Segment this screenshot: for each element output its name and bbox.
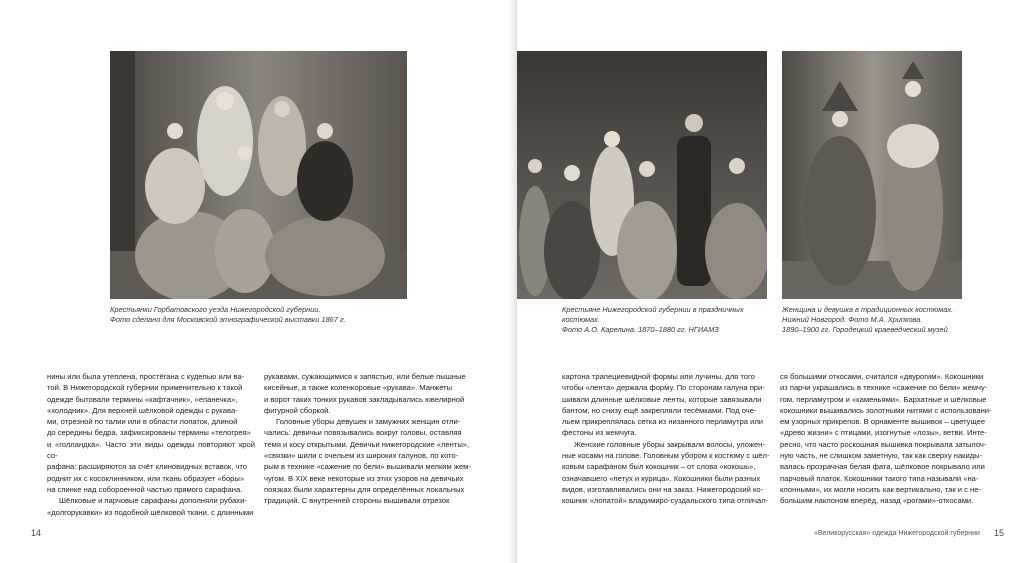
text-line: традиций. С внутренней стороны вышивали отрезок — [264, 496, 450, 506]
text-line: и ворот таких тонких рукавов закладывались ювелирной — [264, 394, 465, 404]
text-line: одежде бытовали термины «кафтачник», «епанечка», — [47, 394, 238, 404]
text-line: «связки» шили с очельем из широких галунов, по кото- — [264, 451, 459, 461]
text-line: ную часть, не слишком заметную, так как сверху накиды- — [780, 451, 983, 461]
text-line: означавшего «петух и курица». Кокошники были разных — [562, 473, 761, 483]
text-line: большим наклоном вперёд, назад «рогами»-откосами. — [780, 496, 974, 506]
caption-line: Крестьяне Нижегородской губернии в праздничных костюмах. — [562, 305, 744, 324]
text-line: фигурной сборкой. — [264, 405, 331, 415]
text-line: валась прозрачная белая фата, шёлковое покрывало или — [780, 462, 985, 472]
text-line: ми, отрезной по талии или в области лопаток, длиной — [47, 417, 238, 427]
text-line: роднит их с косоклинником, или ткань образует «боры» — [47, 473, 245, 483]
text-column-2 — [780, 371, 994, 507]
text-line: той. В Нижегородской губернии применительно к такой — [47, 383, 243, 393]
caption-line: Фото сделано для Московской этнографической выставки 1867 г. — [110, 315, 346, 324]
text-column-2 — [264, 371, 474, 507]
text-line: картона трапециевидной формы или лучины, для того — [562, 372, 755, 381]
text-line: ресно, что часто роскошная вышивка покрывала затылоч- — [780, 439, 987, 449]
text-line: парчовый платок. Кокошники такого типа называли «на- — [780, 473, 979, 483]
photo-graphic — [517, 51, 767, 299]
text-line: фестоны из жемчуга. — [562, 428, 637, 438]
text-line: «долгорукавки» из подобной шёлковой ткани, с длинными — [47, 507, 254, 517]
photo-caption — [782, 305, 992, 335]
text-line: гом, перламутром и «каменьями». Бархатные и шёлковые — [780, 394, 987, 404]
photo-woman-and-girl — [782, 51, 962, 299]
right-page — [517, 0, 1032, 563]
text-column-1 — [562, 371, 772, 507]
running-title: «Великорусская» одежда Нижегородской губернии — [814, 530, 980, 537]
text-line: ковым сарафаном был кокошник – от слова «кокошь», — [562, 462, 756, 472]
text-line: льем прикреплялась сетка из низанного перламутра или — [562, 417, 764, 427]
text-line: кошник «лопатой» владимиро-суздальского типа отличал- — [562, 496, 769, 506]
caption-line: Женщина и девушка в традиционных костюмах. — [782, 305, 954, 314]
text-line: и «голландка». Часто эти виды одежды повторяют крой со- — [47, 439, 255, 461]
left-page — [0, 0, 515, 563]
text-line: Головные уборы девушек и замужних женщин отли- — [276, 417, 461, 427]
text-line: ные косами на голове. Головным убором к костюму с шёл- — [562, 451, 770, 461]
text-line: до середины бедра, зафиксированы термины «телогрея» — [47, 428, 251, 438]
text-line: кокошники вышивались золотными нитями с использовани- — [780, 405, 992, 415]
caption-line: 1890–1900 гг. Городецкий краеведческий музей — [782, 325, 948, 334]
text-line: поязках были характерны для определённых локальных — [264, 484, 465, 494]
text-line: шивали длинные шёлковые ленты, которые завязывали — [562, 394, 762, 404]
text-line: ся большими откосами, считался «двурогим». Кокошники — [780, 372, 984, 381]
text-line: чались: девичьи повязывались вокруг головы, оставляя — [264, 428, 462, 438]
photo-peasants-festive-costumes — [517, 51, 767, 299]
text-line: нины или была утеплена, простёгана с куделью или ва- — [47, 372, 245, 381]
photo-graphic — [110, 51, 407, 299]
photo-peasant-women-gorbatov — [110, 51, 407, 299]
caption-line: Нижний Новгород. Фото М.А. Хрипкова. — [782, 315, 923, 324]
text-line: ем узорных прикрепов. В орнаменте вышивок – цветущее — [780, 417, 986, 427]
photo-caption — [562, 305, 782, 335]
text-line: чтобы «лента» держала форму. По сторонам галуна при- — [562, 383, 765, 393]
text-column-1 — [47, 371, 255, 518]
photo-graphic — [782, 51, 962, 299]
text-line: бантом, но снизу ещё закрепляли тесёмками. Под оче- — [562, 405, 757, 415]
caption-line: Крестьянки Горбатовского уезда Нижегородской губернии. — [110, 305, 321, 314]
caption-line: Фото А.О. Карелина. 1870–1880 гг. НГИАМЗ — [562, 325, 719, 334]
text-line: из парчи украшались в технике «сажение по бели» жемчу- — [780, 383, 988, 393]
text-line: Женские головные уборы закрывали волосы, уложен- — [574, 439, 765, 449]
text-line: темя и косу открытыми. Девичьи нижегородские «ленты», — [264, 439, 470, 449]
text-line: «холодник». Для верхней шёлковой одежды с рукава- — [47, 405, 238, 415]
text-line: клонными», их могли носить как вертикально, так и с не- — [780, 484, 981, 494]
text-line: «древо жизни» с птицами, изогнутые «лозы», ветви. Инте- — [780, 428, 987, 438]
page-number: 14 — [31, 528, 42, 538]
text-line: чугом. В XIX веке некоторые из этих узоров на девичьих — [264, 473, 464, 483]
text-line: кисейные, а также коленкоровые «рукава». Манжеты — [264, 383, 453, 393]
text-line: рым в технике «сажение по бели» вышивали мелким жем- — [264, 462, 471, 472]
text-line: видов, изготавливались они на заказ. Нижегородский ко- — [562, 484, 764, 494]
page-number: 15 — [994, 528, 1005, 538]
photo-caption — [110, 305, 410, 325]
text-line: рафана: расширяются за счёт клиновидных вставок, что — [47, 462, 248, 472]
text-line: Шёлковые и парчовые сарафаны дополняли рубахи- — [59, 496, 247, 506]
text-line: на спинке над собороенной частью прямого сарафана. — [47, 484, 243, 494]
text-line: рукавами, сужающимися к запястью, или белые пышные — [264, 372, 466, 381]
